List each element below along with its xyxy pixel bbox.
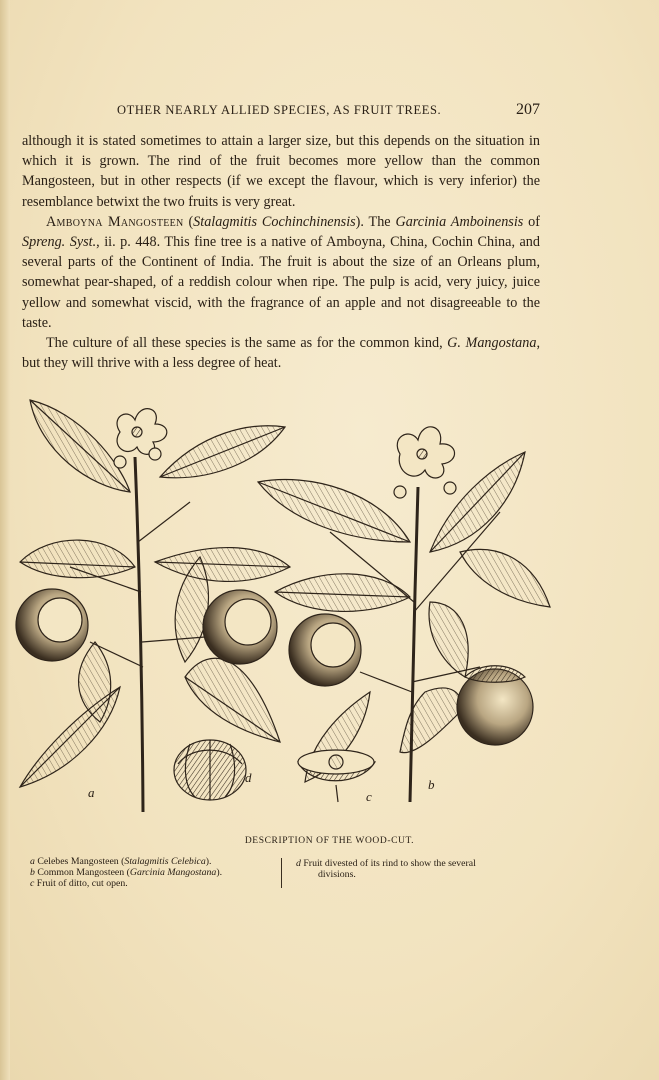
binomial-name: Stalagmitis Cochinchinensis [193,213,356,230]
caption-left-column [30,856,275,889]
page-number: 207 [516,101,540,118]
figure-label-d: d [245,770,252,785]
caption-item-b: b Common Mangosteen (Garcinia Mangostana). [30,867,223,878]
figure-label-b: b [428,777,435,792]
caption-item-d: d Fruit divested of its rind to show the several [296,858,476,869]
caption-item-a: a Celebes Mangosteen (Stalagmitis Celebica). [30,856,212,867]
page-gutter-shadow [0,0,10,1080]
caption-right-column [296,858,540,880]
caption-item-c: c Fruit of ditto, cut open. [30,878,128,889]
body-text [22,131,540,373]
synonym-name: Garcinia Amboinensis [395,213,524,230]
paragraph-continued: although it is stated sometimes to attain a larger size, but this depends on the situation in which it is grown. The rind of the fruit becomes more yellow than the common Mangosteen, but in other respects (if we except the flavour, which is very inferior) the resemblance betwixt the two fruits is very great. [22,133,540,210]
species-name: G. Mangostana [447,335,537,352]
caption-item-d-continued: divisions. [318,869,356,880]
paragraph-culture: The culture of all these species is the same as for the common kind, G. Mangostana, but they will thrive with a less degree of heat. [22,335,540,372]
page-header [22,101,540,123]
figure-label-a: a [88,785,95,800]
woodcut-illustration [10,392,555,822]
figure-label-c: c [366,789,372,804]
caption-title: DESCRIPTION OF THE WOOD-CUT. [244,836,415,846]
paragraph-amboyna-mangosteen: Amboyna Mangosteen (Stalagmitis Cochinchinensis). The Garcinia Amboinensis of Spreng. Syst., ii. p. 448. This fine tree is a native of Amboyna, China, Cochin China, and several parts of the Continent of India. The fruit is about the size of an Orleans plum, somewhat pear-shaped, of a reddish colour when ripe. The pulp is acid, very juicy, juice yellow and somewhat viscid, with the fragrance of an apple and not disagreeable to the taste. [22,213,540,331]
reference: Spreng. Syst. [22,234,97,251]
caption-divider [281,858,282,888]
species-heading: Amboyna Mangosteen [46,213,184,230]
running-head: OTHER NEARLY ALLIED SPECIES, AS FRUIT TREES. [117,103,442,117]
mangosteen-woodcut-drawing [10,392,555,822]
